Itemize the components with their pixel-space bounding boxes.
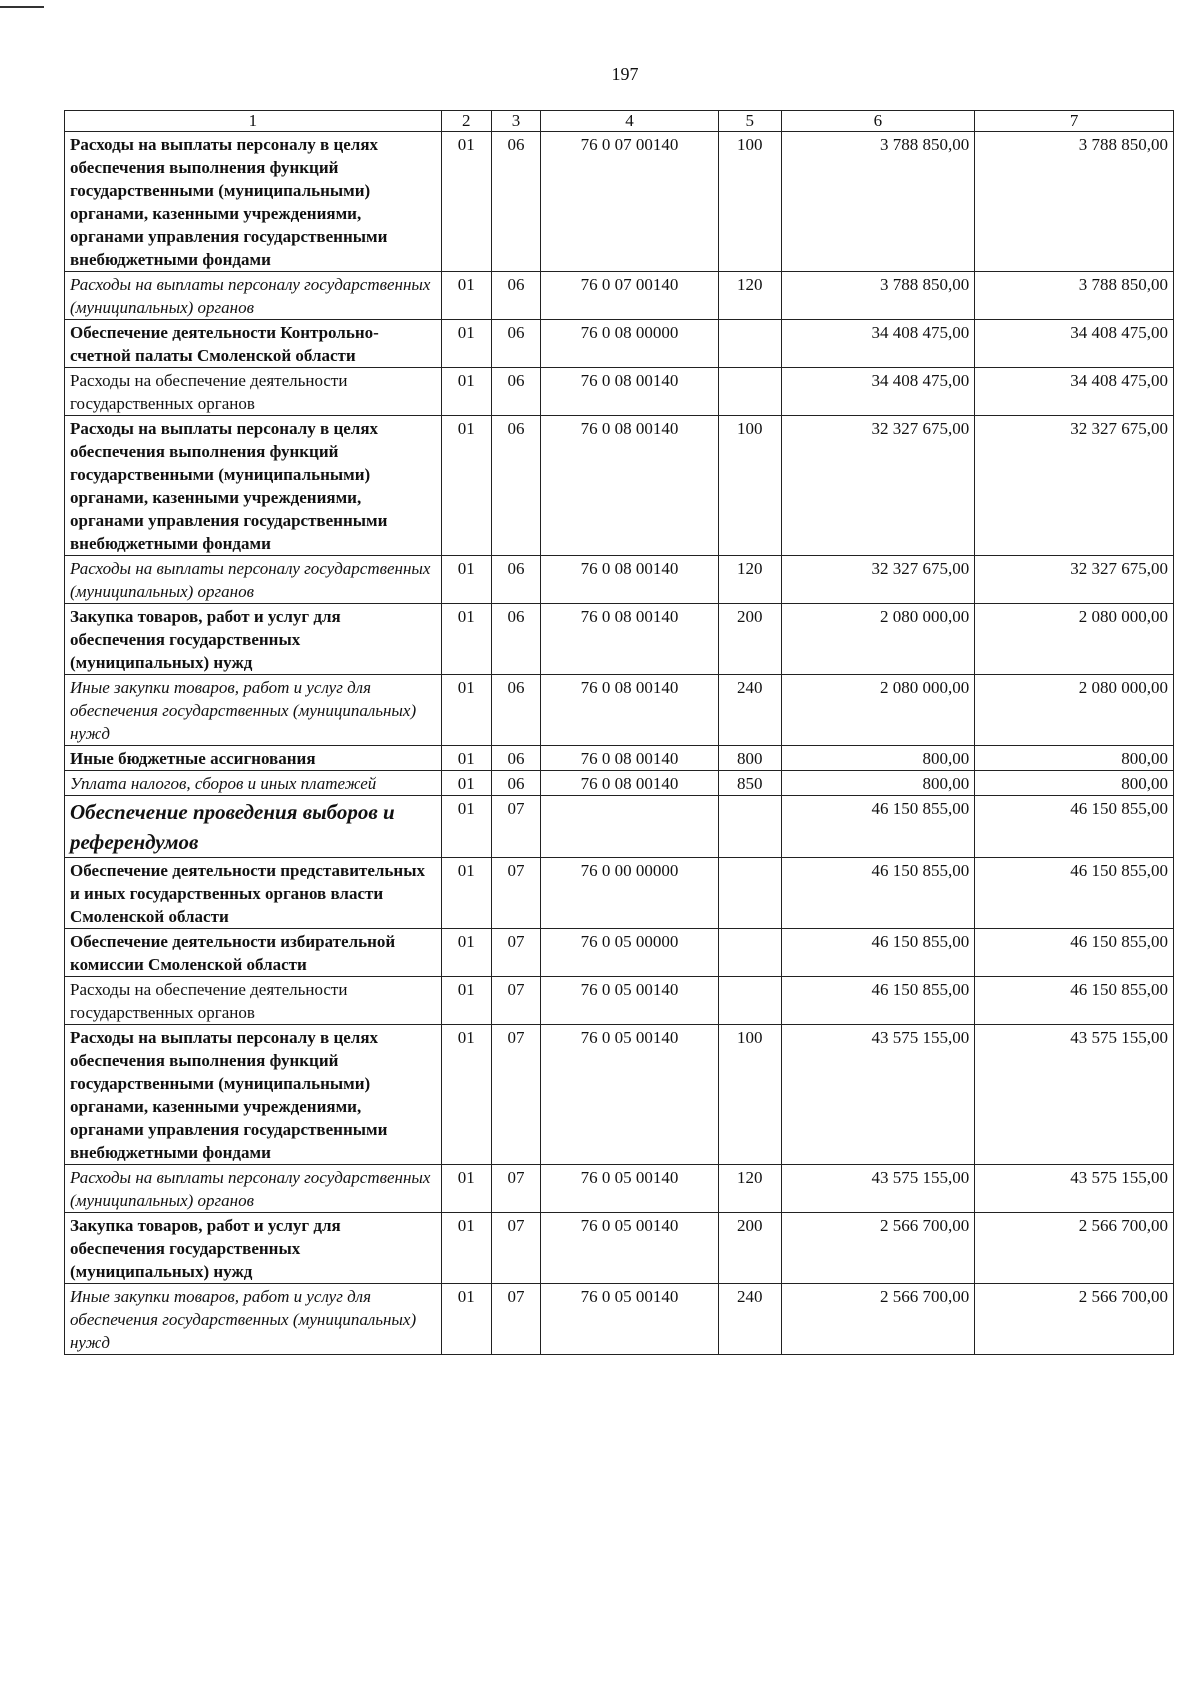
cell-subsection: 06 [491, 132, 540, 272]
cell-expense-type: 800 [718, 746, 781, 771]
cell-amount-2: 46 150 855,00 [975, 929, 1174, 977]
cell-expense-type: 120 [718, 272, 781, 320]
cell-amount-2: 46 150 855,00 [975, 796, 1174, 858]
cell-name: Обеспечение деятельности избирательной комиссии Смоленской области [65, 929, 442, 977]
cell-target-article: 76 0 05 00140 [541, 977, 719, 1025]
cell-expense-type: 240 [718, 1284, 781, 1355]
cell-amount-2: 3 788 850,00 [975, 272, 1174, 320]
cell-name: Расходы на выплаты персоналу в целях обеспечения выполнения функций государственными (муниципальными) органами, казенными учреждениями, органами управления государственными внебюджетными фондами [65, 416, 442, 556]
budget-table [64, 110, 1174, 1355]
cell-subsection: 07 [491, 1284, 540, 1355]
cell-expense-type: 200 [718, 604, 781, 675]
cell-amount-1: 46 150 855,00 [781, 796, 975, 858]
page-number: 197 [611, 64, 639, 84]
header-col-4: 4 [541, 111, 719, 132]
table-row [65, 604, 1174, 675]
table-row [65, 796, 1174, 858]
cell-section: 01 [441, 771, 491, 796]
cell-section: 01 [441, 929, 491, 977]
cell-section: 01 [441, 272, 491, 320]
cell-target-article: 76 0 08 00140 [541, 556, 719, 604]
cell-expense-type [718, 368, 781, 416]
cell-expense-type [718, 977, 781, 1025]
table-row [65, 272, 1174, 320]
cell-subsection: 06 [491, 556, 540, 604]
table-row [65, 858, 1174, 929]
cell-expense-type [718, 858, 781, 929]
cell-amount-2: 32 327 675,00 [975, 556, 1174, 604]
table-row [65, 368, 1174, 416]
cell-amount-2: 800,00 [975, 746, 1174, 771]
header-col-7: 7 [975, 111, 1174, 132]
cell-amount-2: 2 566 700,00 [975, 1213, 1174, 1284]
cell-name: Закупка товаров, работ и услуг для обеспечения государственных (муниципальных) нужд [65, 604, 442, 675]
cell-section: 01 [441, 604, 491, 675]
header-row [65, 111, 1174, 132]
cell-target-article: 76 0 08 00000 [541, 320, 719, 368]
cell-section: 01 [441, 416, 491, 556]
cell-subsection: 07 [491, 929, 540, 977]
cell-section: 01 [441, 368, 491, 416]
cell-expense-type: 200 [718, 1213, 781, 1284]
cell-target-article: 76 0 08 00140 [541, 368, 719, 416]
cell-subsection: 06 [491, 675, 540, 746]
cell-name: Обеспечение проведения выборов и референдумов [65, 796, 442, 858]
cell-section: 01 [441, 556, 491, 604]
cell-amount-1: 2 080 000,00 [781, 604, 975, 675]
corner-mark [0, 0, 44, 8]
table-row [65, 929, 1174, 977]
cell-amount-1: 46 150 855,00 [781, 977, 975, 1025]
table-row [65, 675, 1174, 746]
cell-expense-type [718, 929, 781, 977]
cell-name: Иные закупки товаров, работ и услуг для обеспечения государственных (муниципальных) нужд [65, 675, 442, 746]
table-row [65, 977, 1174, 1025]
cell-subsection: 06 [491, 746, 540, 771]
cell-amount-2: 43 575 155,00 [975, 1025, 1174, 1165]
cell-target-article: 76 0 05 00000 [541, 929, 719, 977]
cell-name: Закупка товаров, работ и услуг для обеспечения государственных (муниципальных) нужд [65, 1213, 442, 1284]
cell-amount-2: 34 408 475,00 [975, 368, 1174, 416]
cell-amount-2: 3 788 850,00 [975, 132, 1174, 272]
table-row [65, 1213, 1174, 1284]
table-row [65, 771, 1174, 796]
cell-subsection: 06 [491, 416, 540, 556]
cell-target-article: 76 0 05 00140 [541, 1025, 719, 1165]
cell-amount-1: 2 080 000,00 [781, 675, 975, 746]
cell-amount-2: 2 566 700,00 [975, 1284, 1174, 1355]
cell-section: 01 [441, 1165, 491, 1213]
table-row [65, 1025, 1174, 1165]
table-row [65, 1165, 1174, 1213]
cell-amount-1: 46 150 855,00 [781, 929, 975, 977]
cell-name: Расходы на выплаты персоналу в целях обеспечения выполнения функций государственными (муниципальными) органами, казенными учреждениями, органами управления государственными внебюджетными фондами [65, 132, 442, 272]
cell-amount-1: 43 575 155,00 [781, 1165, 975, 1213]
cell-name: Расходы на выплаты персоналу государственных (муниципальных) органов [65, 272, 442, 320]
cell-subsection: 07 [491, 977, 540, 1025]
cell-name: Расходы на выплаты персоналу государственных (муниципальных) органов [65, 1165, 442, 1213]
cell-amount-1: 800,00 [781, 746, 975, 771]
cell-amount-2: 46 150 855,00 [975, 858, 1174, 929]
cell-name: Расходы на обеспечение деятельности государственных органов [65, 368, 442, 416]
cell-target-article: 76 0 05 00140 [541, 1165, 719, 1213]
cell-target-article [541, 796, 719, 858]
cell-subsection: 07 [491, 1025, 540, 1165]
cell-amount-2: 32 327 675,00 [975, 416, 1174, 556]
cell-amount-2: 2 080 000,00 [975, 604, 1174, 675]
cell-amount-2: 34 408 475,00 [975, 320, 1174, 368]
cell-section: 01 [441, 977, 491, 1025]
cell-subsection: 07 [491, 858, 540, 929]
cell-amount-2: 800,00 [975, 771, 1174, 796]
cell-subsection: 06 [491, 320, 540, 368]
cell-name: Обеспечение деятельности представительных и иных государственных органов власти Смоленской области [65, 858, 442, 929]
cell-target-article: 76 0 07 00140 [541, 272, 719, 320]
cell-target-article: 76 0 08 00140 [541, 746, 719, 771]
cell-target-article: 76 0 07 00140 [541, 132, 719, 272]
cell-name: Обеспечение деятельности Контрольно-счетной палаты Смоленской области [65, 320, 442, 368]
cell-amount-1: 34 408 475,00 [781, 320, 975, 368]
cell-amount-1: 32 327 675,00 [781, 556, 975, 604]
table-row [65, 1284, 1174, 1355]
cell-subsection: 06 [491, 368, 540, 416]
header-col-3: 3 [491, 111, 540, 132]
cell-section: 01 [441, 858, 491, 929]
cell-target-article: 76 0 08 00140 [541, 604, 719, 675]
table-row [65, 746, 1174, 771]
cell-subsection: 06 [491, 771, 540, 796]
cell-target-article: 76 0 08 00140 [541, 771, 719, 796]
cell-target-article: 76 0 00 00000 [541, 858, 719, 929]
cell-amount-2: 43 575 155,00 [975, 1165, 1174, 1213]
cell-amount-2: 46 150 855,00 [975, 977, 1174, 1025]
cell-target-article: 76 0 08 00140 [541, 416, 719, 556]
table-row [65, 556, 1174, 604]
cell-section: 01 [441, 1213, 491, 1284]
cell-amount-1: 3 788 850,00 [781, 272, 975, 320]
cell-expense-type [718, 796, 781, 858]
cell-amount-1: 2 566 700,00 [781, 1284, 975, 1355]
cell-subsection: 06 [491, 604, 540, 675]
header-col-6: 6 [781, 111, 975, 132]
cell-amount-1: 32 327 675,00 [781, 416, 975, 556]
header-col-5: 5 [718, 111, 781, 132]
cell-section: 01 [441, 320, 491, 368]
cell-expense-type: 240 [718, 675, 781, 746]
cell-target-article: 76 0 08 00140 [541, 675, 719, 746]
cell-section: 01 [441, 132, 491, 272]
cell-expense-type: 850 [718, 771, 781, 796]
cell-name: Расходы на выплаты персоналу в целях обеспечения выполнения функций государственными (муниципальными) органами, казенными учреждениями, органами управления государственными внебюджетными фондами [65, 1025, 442, 1165]
cell-expense-type: 100 [718, 416, 781, 556]
cell-amount-1: 800,00 [781, 771, 975, 796]
cell-name: Расходы на выплаты персоналу государственных (муниципальных) органов [65, 556, 442, 604]
cell-amount-1: 3 788 850,00 [781, 132, 975, 272]
cell-name: Иные бюджетные ассигнования [65, 746, 442, 771]
cell-subsection: 07 [491, 1213, 540, 1284]
cell-expense-type: 120 [718, 556, 781, 604]
cell-amount-1: 34 408 475,00 [781, 368, 975, 416]
cell-expense-type: 100 [718, 132, 781, 272]
cell-amount-1: 46 150 855,00 [781, 858, 975, 929]
cell-target-article: 76 0 05 00140 [541, 1213, 719, 1284]
cell-amount-1: 43 575 155,00 [781, 1025, 975, 1165]
cell-section: 01 [441, 675, 491, 746]
cell-expense-type: 100 [718, 1025, 781, 1165]
cell-expense-type: 120 [718, 1165, 781, 1213]
header-col-2: 2 [441, 111, 491, 132]
header-col-1: 1 [65, 111, 442, 132]
table-row [65, 320, 1174, 368]
cell-section: 01 [441, 796, 491, 858]
cell-name: Уплата налогов, сборов и иных платежей [65, 771, 442, 796]
cell-amount-2: 2 080 000,00 [975, 675, 1174, 746]
cell-section: 01 [441, 1025, 491, 1165]
cell-subsection: 06 [491, 272, 540, 320]
cell-subsection: 07 [491, 1165, 540, 1213]
table-body [65, 132, 1174, 1355]
cell-name: Расходы на обеспечение деятельности государственных органов [65, 977, 442, 1025]
cell-section: 01 [441, 746, 491, 771]
table-row [65, 132, 1174, 272]
cell-target-article: 76 0 05 00140 [541, 1284, 719, 1355]
cell-amount-1: 2 566 700,00 [781, 1213, 975, 1284]
cell-section: 01 [441, 1284, 491, 1355]
cell-name: Иные закупки товаров, работ и услуг для обеспечения государственных (муниципальных) нужд [65, 1284, 442, 1355]
cell-subsection: 07 [491, 796, 540, 858]
table-row [65, 416, 1174, 556]
cell-expense-type [718, 320, 781, 368]
